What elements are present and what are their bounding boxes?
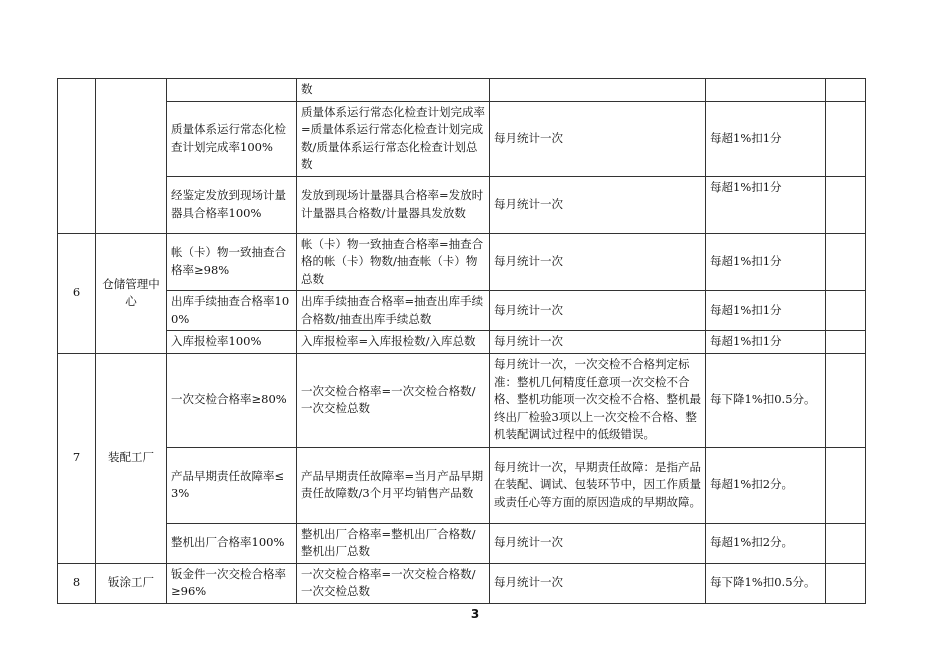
- table-row: [58, 101, 866, 176]
- formula-cell: 入库报检率=入库报检数/入库总数: [297, 331, 490, 354]
- remark-cell: [826, 563, 866, 603]
- row-index-cell: 6: [58, 233, 96, 353]
- remark-cell: [826, 233, 866, 291]
- rule-cell: 每超1%扣1分: [706, 331, 826, 354]
- formula-cell: 一次交检合格率=一次交检合格数/一次交检总数: [297, 353, 490, 447]
- assessment-table: [57, 78, 866, 604]
- indicator-cell: 质量体系运行常态化检查计划完成率100%: [167, 101, 297, 176]
- indicator-cell: 经鉴定发放到现场计量器具合格率100%: [167, 176, 297, 233]
- remark-cell: [826, 291, 866, 331]
- formula-cell: 产品早期责任故障率=当月产品早期责任故障数/3个月平均销售产品数: [297, 447, 490, 523]
- row-index-cell: [58, 79, 96, 234]
- dept-cell: 装配工厂: [96, 353, 167, 563]
- indicator-cell: 出库手续抽查合格率100%: [167, 291, 297, 331]
- rule-cell: 每超1%扣2分。: [706, 523, 826, 563]
- formula-cell: 出库手续抽查合格率=抽查出库手续合格数/抽查出库手续总数: [297, 291, 490, 331]
- table-row: [58, 353, 866, 447]
- indicator-cell: 帐（卡）物一致抽查合格率≥98%: [167, 233, 297, 291]
- remark-cell: [826, 101, 866, 176]
- dept-cell: 钣涂工厂: [96, 563, 167, 603]
- method-cell: 每月统计一次，早期责任故障：是指产品在装配、调试、包装环节中，因工作质量或责任心等方面的原因造成的早期故障。: [490, 447, 706, 523]
- remark-cell: [826, 176, 866, 233]
- rule-cell: [706, 79, 826, 102]
- formula-cell: 发放到现场计量器具合格率=发放时计量器具合格数/计量器具发放数: [297, 176, 490, 233]
- dept-cell: 仓储管理中心: [96, 233, 167, 353]
- method-cell: 每月统计一次: [490, 176, 706, 233]
- remark-cell: [826, 353, 866, 447]
- indicator-cell: 钣金件一次交检合格率≥96%: [167, 563, 297, 603]
- method-cell: 每月统计一次: [490, 233, 706, 291]
- indicator-cell: 一次交检合格率≥80%: [167, 353, 297, 447]
- row-index-cell: 7: [58, 353, 96, 563]
- rule-cell: 每超1%扣2分。: [706, 447, 826, 523]
- remark-cell: [826, 447, 866, 523]
- dept-cell: [96, 79, 167, 234]
- indicator-cell: 入库报检率100%: [167, 331, 297, 354]
- method-cell: 每月统计一次: [490, 563, 706, 603]
- remark-cell: [826, 79, 866, 102]
- formula-cell: 一次交检合格率=一次交检合格数/一次交检总数: [297, 563, 490, 603]
- table-row: [58, 563, 866, 603]
- method-cell: 每月统计一次，一次交检不合格判定标准：整机几何精度任意项一次交检不合格、整机功能项一次交检不合格、整机最终出厂检验3项以上一次交检不合格、整机装配调试过程中的低级错误。: [490, 353, 706, 447]
- formula-cell: 整机出厂合格率=整机出厂合格数/整机出厂总数: [297, 523, 490, 563]
- table-row: [58, 523, 866, 563]
- table-row: [58, 331, 866, 354]
- method-cell: 每月统计一次: [490, 523, 706, 563]
- page-number: 3: [470, 607, 480, 621]
- table-row: [58, 447, 866, 523]
- indicator-cell: 整机出厂合格率100%: [167, 523, 297, 563]
- rule-cell: 每超1%扣1分: [706, 291, 826, 331]
- remark-cell: [826, 523, 866, 563]
- method-cell: [490, 79, 706, 102]
- indicator-cell: 产品早期责任故障率≤3%: [167, 447, 297, 523]
- rule-cell: 每超1%扣1分: [706, 101, 826, 176]
- rule-cell: 每超1%扣1分: [706, 176, 826, 233]
- table-row: [58, 233, 866, 291]
- method-cell: 每月统计一次: [490, 291, 706, 331]
- method-cell: 每月统计一次: [490, 101, 706, 176]
- formula-cell: 数: [297, 79, 490, 102]
- remark-cell: [826, 331, 866, 354]
- table-row: [58, 176, 866, 233]
- table-row: [58, 291, 866, 331]
- formula-cell: 帐（卡）物一致抽查合格率=抽查合格的帐（卡）物数/抽查帐（卡）物总数: [297, 233, 490, 291]
- table-row: [58, 79, 866, 102]
- formula-cell: 质量体系运行常态化检查计划完成率=质量体系运行常态化检查计划完成数/质量体系运行常态化检查计划总数: [297, 101, 490, 176]
- row-index-cell: 8: [58, 563, 96, 603]
- method-cell: 每月统计一次: [490, 331, 706, 354]
- rule-cell: 每下降1%扣0.5分。: [706, 563, 826, 603]
- indicator-cell: [167, 79, 297, 102]
- rule-cell: 每下降1%扣0.5分。: [706, 353, 826, 447]
- rule-cell: 每超1%扣1分: [706, 233, 826, 291]
